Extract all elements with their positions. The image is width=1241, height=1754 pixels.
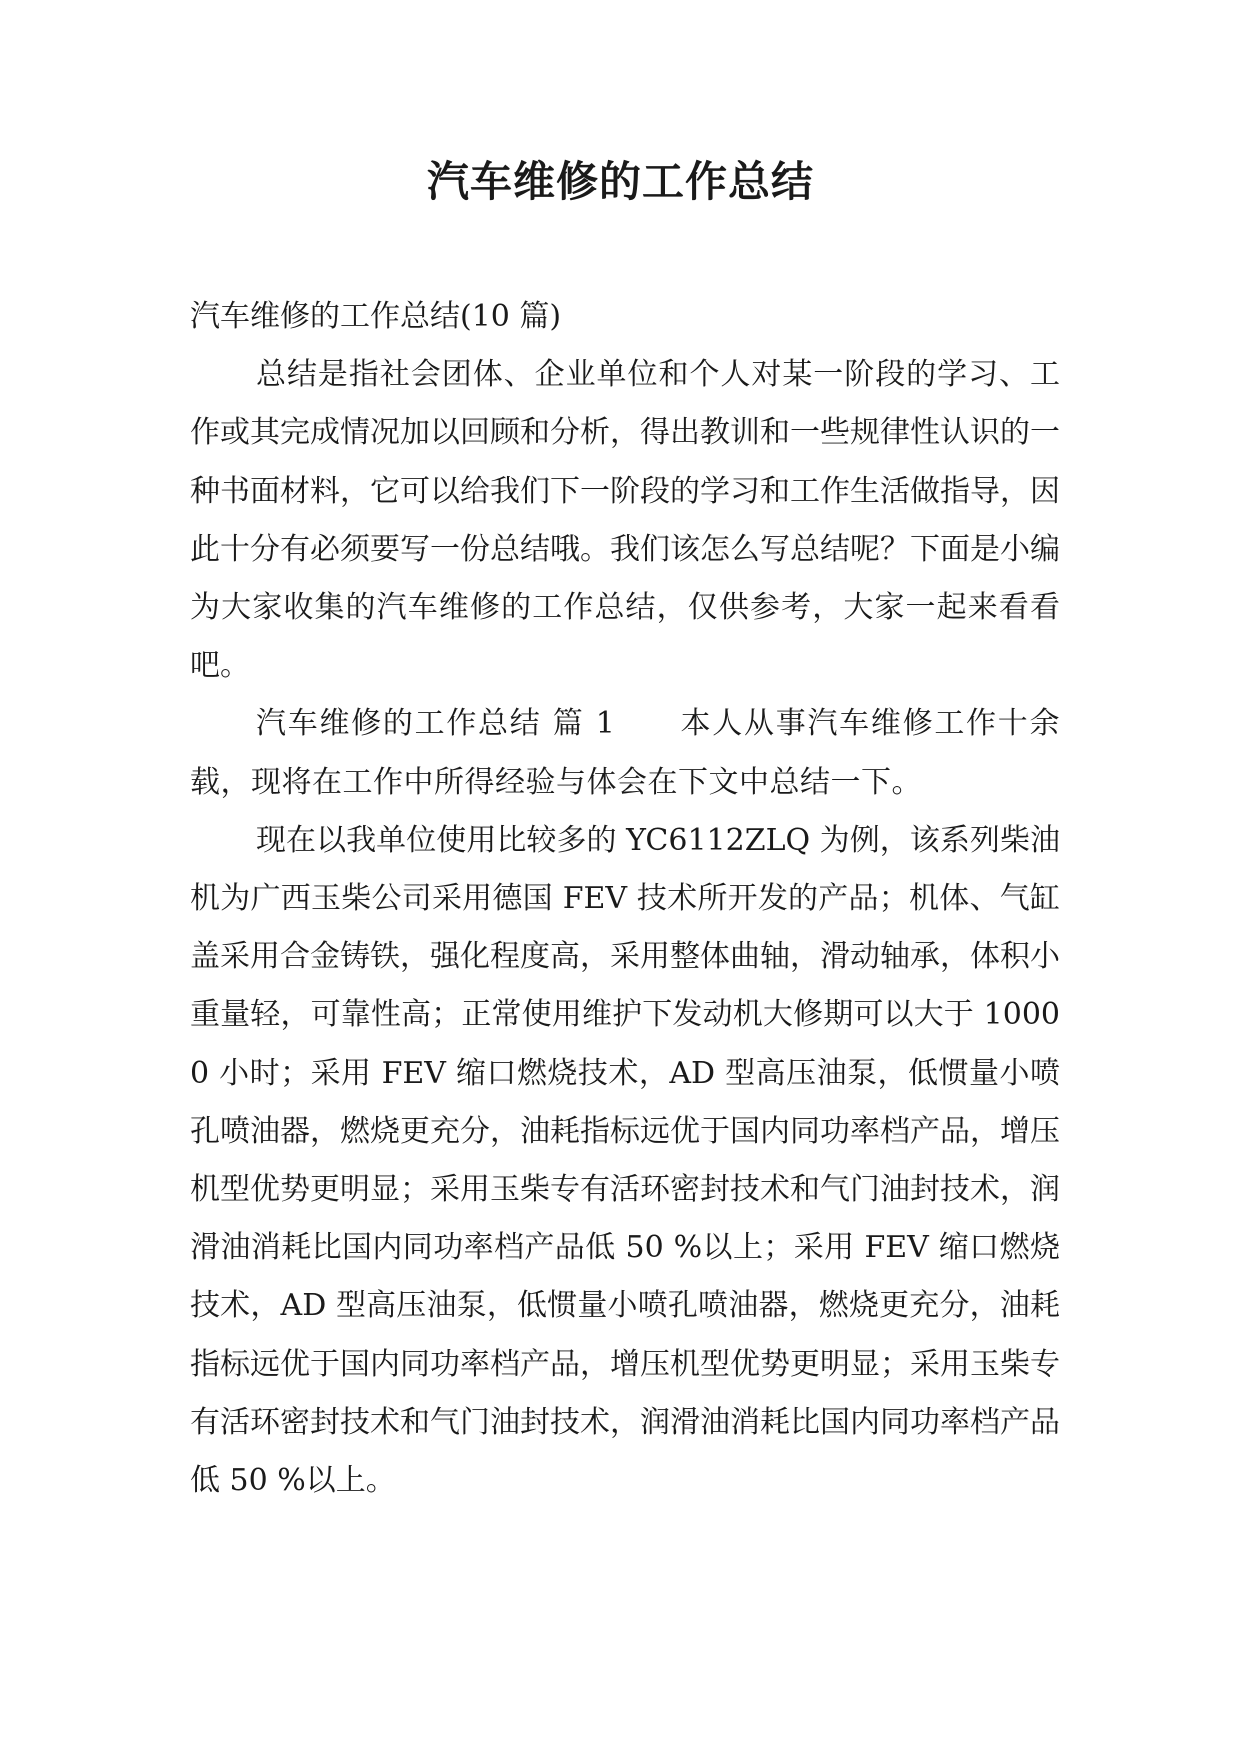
document-body: [190, 288, 1060, 1510]
document-title: 汽车维修的工作总结: [426, 157, 814, 206]
section-1-paragraph: [190, 695, 1060, 811]
document-subtitle: 汽车维修的工作总结(10 篇): [190, 299, 562, 334]
body-paragraph-2: 现在以我单位使用比较多的 YC6112ZLQ 为例，该系列柴油机为广西玉柴公司采用德国 FEV 技术所开发的产品；机体、气缸盖采用合金铸铁，强化程度高，采用整体曲轴，滑动轴承，体积小重量轻，可靠性高；正常使用维护下发动机大修期可以大于 10000 小时；采用 FEV 缩口燃烧技术，AD 型高压油泵，低惯量小喷孔喷油器，燃烧更充分，油耗指标远优于国内同功率档产品，增压机型优势更明显；采用玉柴专有活环密封技术和气门油封技术，润滑油消耗比国内同功率档产品低 50 %以上；采用 FEV 缩口燃烧技术，AD 型高压油泵，低惯量小喷孔喷油器，燃烧更充分，油耗指标远优于国内同功率档产品，增压机型优势更明显；采用玉柴专有活环密封技术和气门油封技术，润滑油消耗比国内同功率档产品低 50 %以上。: [190, 822, 1060, 1499]
section-1-heading: 汽车维修的工作总结 篇 1: [256, 706, 616, 742]
intro-paragraph: 总结是指社会团体、企业单位和个人对某一阶段的学习、工作或其完成情况加以回顾和分析，得出教训和一些规律性认识的一种书面材料，它可以给我们下一阶段的学习和工作生活做指导，因此十分有必须要写一份总结哦。我们该怎么写总结呢？下面是小编为大家收集的汽车维修的工作总结，仅供参考，大家一起来看看吧。: [190, 357, 1060, 684]
section-1-text: 本人从事汽车维修工作十余载，现将在工作中所得经验与体会在下文中总结一下。: [190, 706, 1060, 800]
